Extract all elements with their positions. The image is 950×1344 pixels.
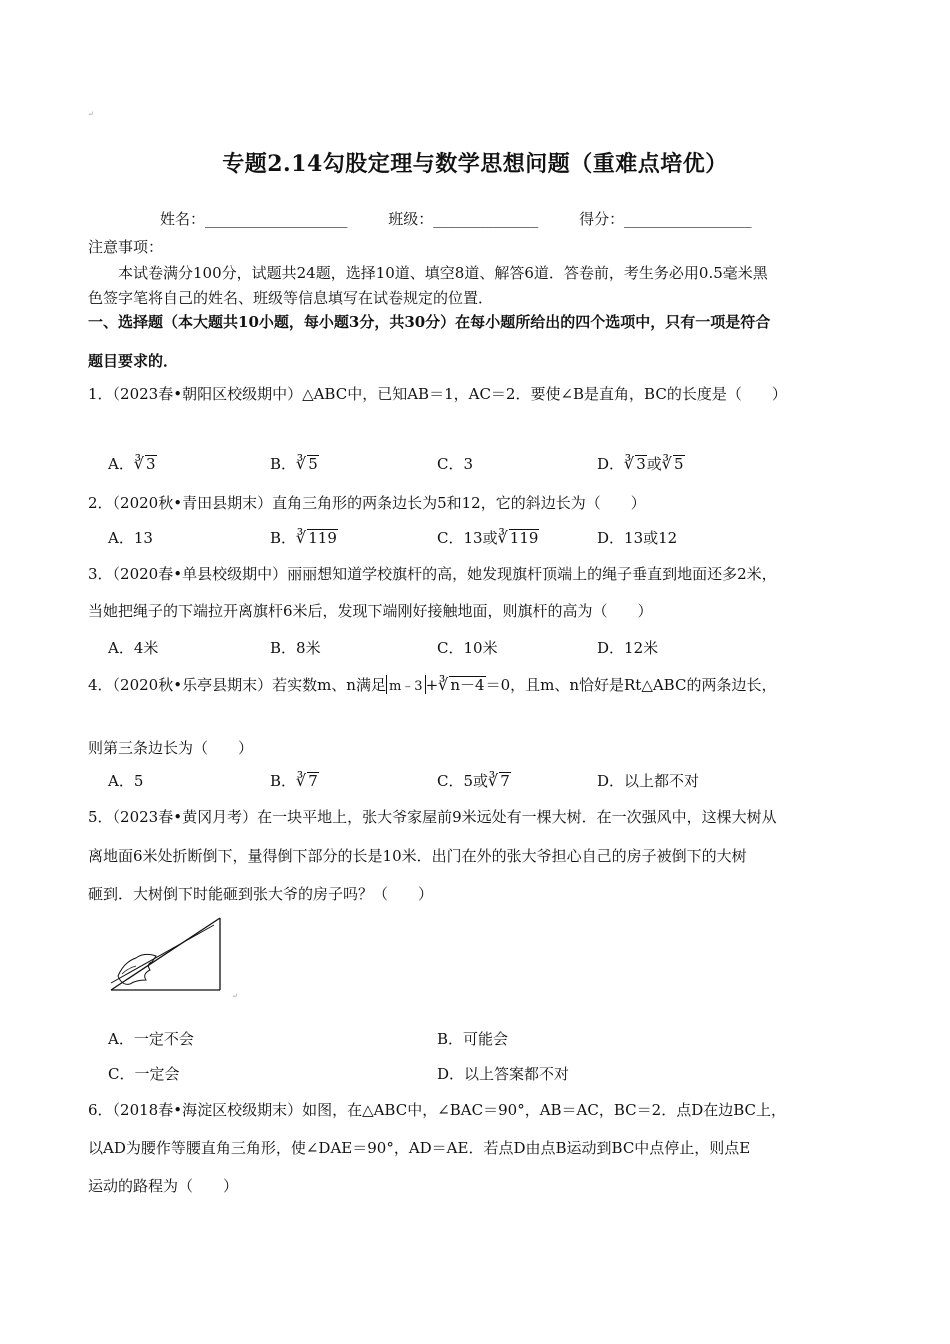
q5-option-c[interactable]: C．一定会	[108, 1065, 180, 1083]
question-2-stem: 2．（2020秋•青田县期末）直角三角形的两条边长为5和12，它的斜边长为（ ）	[88, 494, 646, 512]
radical-icon: ∛	[296, 454, 307, 473]
section-heading: 一、选择题（本大题共10小题，每小题3分，共30分）在每小题所给出的四个选项中，只有一项是符合	[88, 313, 771, 331]
notice-line-1: 本试卷满分100分，试题共24题，选择10道、填空8道、解答6道．答卷前，考生务必用0.5毫米黑	[118, 264, 768, 282]
absolute-value: m﹣3	[386, 675, 426, 694]
q1-option-b[interactable]	[270, 453, 319, 474]
option-label: C．5或	[437, 772, 489, 790]
q5-option-a[interactable]: A．一定不会	[108, 1030, 194, 1048]
radical-icon: ∛	[624, 454, 635, 473]
score-field[interactable]: 得分：_________________	[579, 210, 752, 228]
q4-text-2: ＝0，且m、n恰好是Rt△ABC的两条边长，	[485, 676, 777, 694]
option-label: C．13或	[437, 529, 498, 547]
option-label: A．	[108, 455, 134, 473]
paragraph-mark: ↵	[88, 110, 94, 118]
or-text: 或	[646, 455, 662, 473]
radicand: n－4	[450, 676, 485, 694]
radical-icon: ∛	[497, 528, 508, 547]
q3-option-d[interactable]: D．12米	[597, 639, 659, 657]
name-field[interactable]: 姓名：___________________	[160, 210, 348, 228]
paragraph-mark: ↵	[232, 992, 238, 1000]
radicand: 119	[509, 529, 539, 547]
q2-option-c[interactable]	[437, 527, 539, 548]
page-title: 专题2.14勾股定理与数学思想问题（重难点培优）	[222, 151, 728, 177]
radicand: 3	[146, 455, 156, 473]
question-3-line-2: 当她把绳子的下端拉开离旗杆6米后，发现下端刚好接触地面，则旗杆的高为（ ）	[88, 602, 653, 620]
radicand: 3	[636, 455, 646, 473]
q2-option-a[interactable]: A．13	[108, 529, 153, 547]
q3-option-c[interactable]: C．10米	[437, 639, 498, 657]
broken-tree-figure	[108, 914, 238, 994]
q4-option-d[interactable]: D．以上都不对	[597, 772, 700, 790]
question-6-line-2: 以AD为腰作等腰直角三角形，使∠DAE＝90°，AD＝AE．若点D由点B运动到BC中点停止，则点E	[88, 1139, 751, 1157]
question-1-stem: 1．（2023春•朝阳区校级期中）△ABC中，已知AB＝1，AC＝2．要使∠B是直角，BC的长度是（ ）	[88, 385, 787, 403]
radicand: 119	[308, 529, 337, 547]
radical-icon: ∛	[488, 771, 499, 790]
radical-icon: ∛	[296, 528, 307, 547]
q4-text: 4．（2020秋•乐亭县期末）若实数m、n满足	[88, 676, 386, 694]
q5-option-b[interactable]: B．可能会	[437, 1030, 509, 1048]
question-3-line-1: 3．（2020春•单县校级期中）丽丽想知道学校旗杆的高，她发现旗杆顶端上的绳子垂直到地面还多2米，	[88, 565, 777, 583]
question-6-line-3: 运动的路程为（ ）	[88, 1177, 239, 1195]
radical-icon: ∛	[296, 771, 307, 790]
radicand: 5	[308, 455, 318, 473]
q5-option-d[interactable]: D．以上答案都不对	[437, 1065, 570, 1083]
radicand: 5	[674, 455, 684, 473]
question-4-line-2: 则第三条边长为（ ）	[88, 739, 254, 757]
radical-icon: ∛	[438, 675, 449, 694]
q1-option-d[interactable]	[597, 453, 685, 474]
q4-option-c[interactable]	[437, 770, 511, 791]
radicand: 7	[500, 772, 510, 790]
question-4-line-1	[88, 674, 776, 695]
question-5-line-2: 离地面6米处折断倒下，量得倒下部分的长是10米．出门在外的张大爷担心自己的房子被倒下的大树	[88, 847, 747, 865]
plus-sign: +	[425, 676, 439, 694]
notice-heading: 注意事项：	[88, 238, 164, 256]
question-5-line-3: 砸到．大树倒下时能砸到张大爷的房子吗？（ ）	[88, 885, 434, 903]
section-heading-2: 题目要求的．	[88, 352, 179, 370]
q2-option-d[interactable]: D．13或12	[597, 529, 678, 547]
q4-option-b[interactable]	[270, 770, 319, 791]
q4-option-a[interactable]: A．5	[108, 772, 144, 790]
q3-option-a[interactable]: A．4米	[108, 639, 159, 657]
option-label: B．	[270, 772, 297, 790]
class-field[interactable]: 班级：______________	[388, 210, 539, 228]
q3-option-b[interactable]: B．8米	[270, 639, 321, 657]
student-info	[160, 208, 788, 229]
q1-option-c[interactable]: C．3	[437, 455, 474, 473]
radical-icon: ∛	[661, 454, 672, 473]
q1-option-a[interactable]	[108, 453, 157, 474]
question-5-line-1: 5．（2023春•黄冈月考）在一块平地上，张大爷家屋前9米远处有一棵大树．在一次强风中，这棵大树从	[88, 808, 777, 826]
option-label: D．	[597, 455, 625, 473]
radical-icon: ∛	[133, 454, 145, 473]
radicand: 7	[308, 772, 318, 790]
option-label: B．	[270, 529, 297, 547]
option-label: B．	[270, 455, 297, 473]
question-6-line-1: 6．（2018春•海淀区校级期末）如图，在△ABC中，∠BAC＝90°，AB＝AC，BC＝2．点D在边BC上，	[88, 1101, 786, 1119]
notice-line-2: 色签字笔将自己的姓名、班级等信息填写在试卷规定的位置．	[88, 289, 494, 307]
q2-option-b[interactable]	[270, 527, 338, 548]
